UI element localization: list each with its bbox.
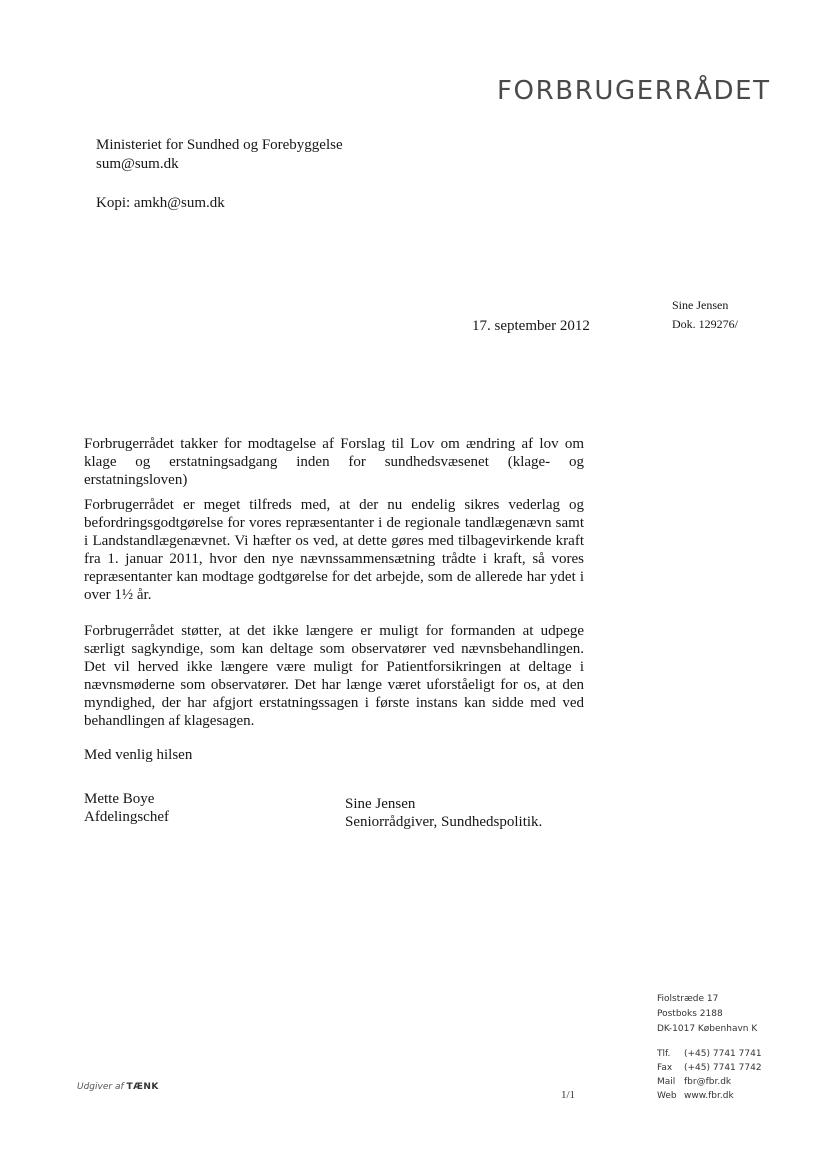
contact-value: fbr@fbr.dk bbox=[684, 1077, 732, 1087]
signature-1 bbox=[84, 790, 169, 826]
contact-mail bbox=[657, 1075, 762, 1089]
address-line: Fiolstræde 17 bbox=[657, 994, 719, 1004]
contact-web bbox=[657, 1089, 762, 1103]
contact-value: (+45) 7741 7741 bbox=[684, 1049, 762, 1059]
contact-label: Fax bbox=[657, 1063, 673, 1073]
document-reference: Dok. 129276/ bbox=[672, 317, 738, 331]
address-line: DK-1017 København K bbox=[657, 1024, 758, 1034]
body-paragraph-2: Forbrugerrådet er meget tilfreds med, at der nu endelig sikres vederlag og befordringsgodtgørelse for vores repræsentanter i de regionale tandlægenævn samt i Landstandlægenævnet. Vi hæfter os ved, at dette gøres med tilbagevirkende kraft fra 1. januar 2011, hvor den nye nævnssammensætning trådte i kraft, så vores repræsentanter kan modtage godtgørelse for det arbejde, som de allerede har ydet i over 1½ år. bbox=[84, 497, 584, 603]
body-paragraph-1: Forbrugerrådet takker for modtagelse af Forslag til Lov om ændring af lov om klage og erstatningsadgang inden for sundhedsvæsenet (klage- og erstatningsloven) bbox=[84, 436, 584, 488]
publisher-prefix: Udgiver af bbox=[77, 1082, 124, 1092]
signature-1-title: Afdelingschef bbox=[84, 809, 169, 825]
signature-2 bbox=[345, 795, 542, 831]
recipient-org: Ministeriet for Sundhed og Forebyggelse bbox=[96, 137, 343, 153]
contact-label: Web bbox=[657, 1091, 677, 1101]
signature-2-name: Sine Jensen bbox=[345, 796, 416, 812]
address-line: Postboks 2188 bbox=[657, 1009, 723, 1019]
brand-logo: FORBRUGERRÅDET bbox=[497, 76, 771, 106]
sender-name: Sine Jensen bbox=[672, 298, 729, 312]
letter-date: 17. september 2012 bbox=[472, 318, 590, 334]
contact-fax bbox=[657, 1061, 762, 1075]
recipient-block bbox=[96, 136, 343, 174]
page-number: 1/1 bbox=[561, 1089, 576, 1101]
contact-value: (+45) 7741 7742 bbox=[684, 1063, 762, 1073]
contact-value: www.fbr.dk bbox=[684, 1091, 734, 1101]
closing-greeting: Med venlig hilsen bbox=[84, 747, 193, 763]
contact-phone bbox=[657, 1047, 762, 1061]
body-paragraph-3: Forbrugerrådet støtter, at det ikke længere er muligt for formanden at udpege særligt sagkyndige, som kan deltage som observatører ved nævnsbehandlingen. Det vil herved ikke længere være muligt for Patientforsikringen at deltage i nævnsmøderne som observatører. Det har længe været uforståeligt for os, at den myndighed, der har afgjort erstatningssagen i første instans kan sidde med ved behandlingen af klagesagen. bbox=[84, 623, 584, 729]
copy-recipient: Kopi: amkh@sum.dk bbox=[96, 195, 225, 211]
signature-2-title: Seniorrådgiver, Sundhedspolitik. bbox=[345, 814, 543, 830]
footer-contacts bbox=[657, 1047, 762, 1103]
publisher-line bbox=[77, 1082, 159, 1092]
recipient-email: sum@sum.dk bbox=[96, 156, 179, 172]
signature-1-name: Mette Boye bbox=[84, 791, 155, 807]
publisher-brand: TÆNK bbox=[126, 1082, 159, 1092]
contact-label: Tlf. bbox=[657, 1049, 671, 1059]
contact-label: Mail bbox=[657, 1077, 676, 1087]
footer-address bbox=[657, 992, 757, 1037]
